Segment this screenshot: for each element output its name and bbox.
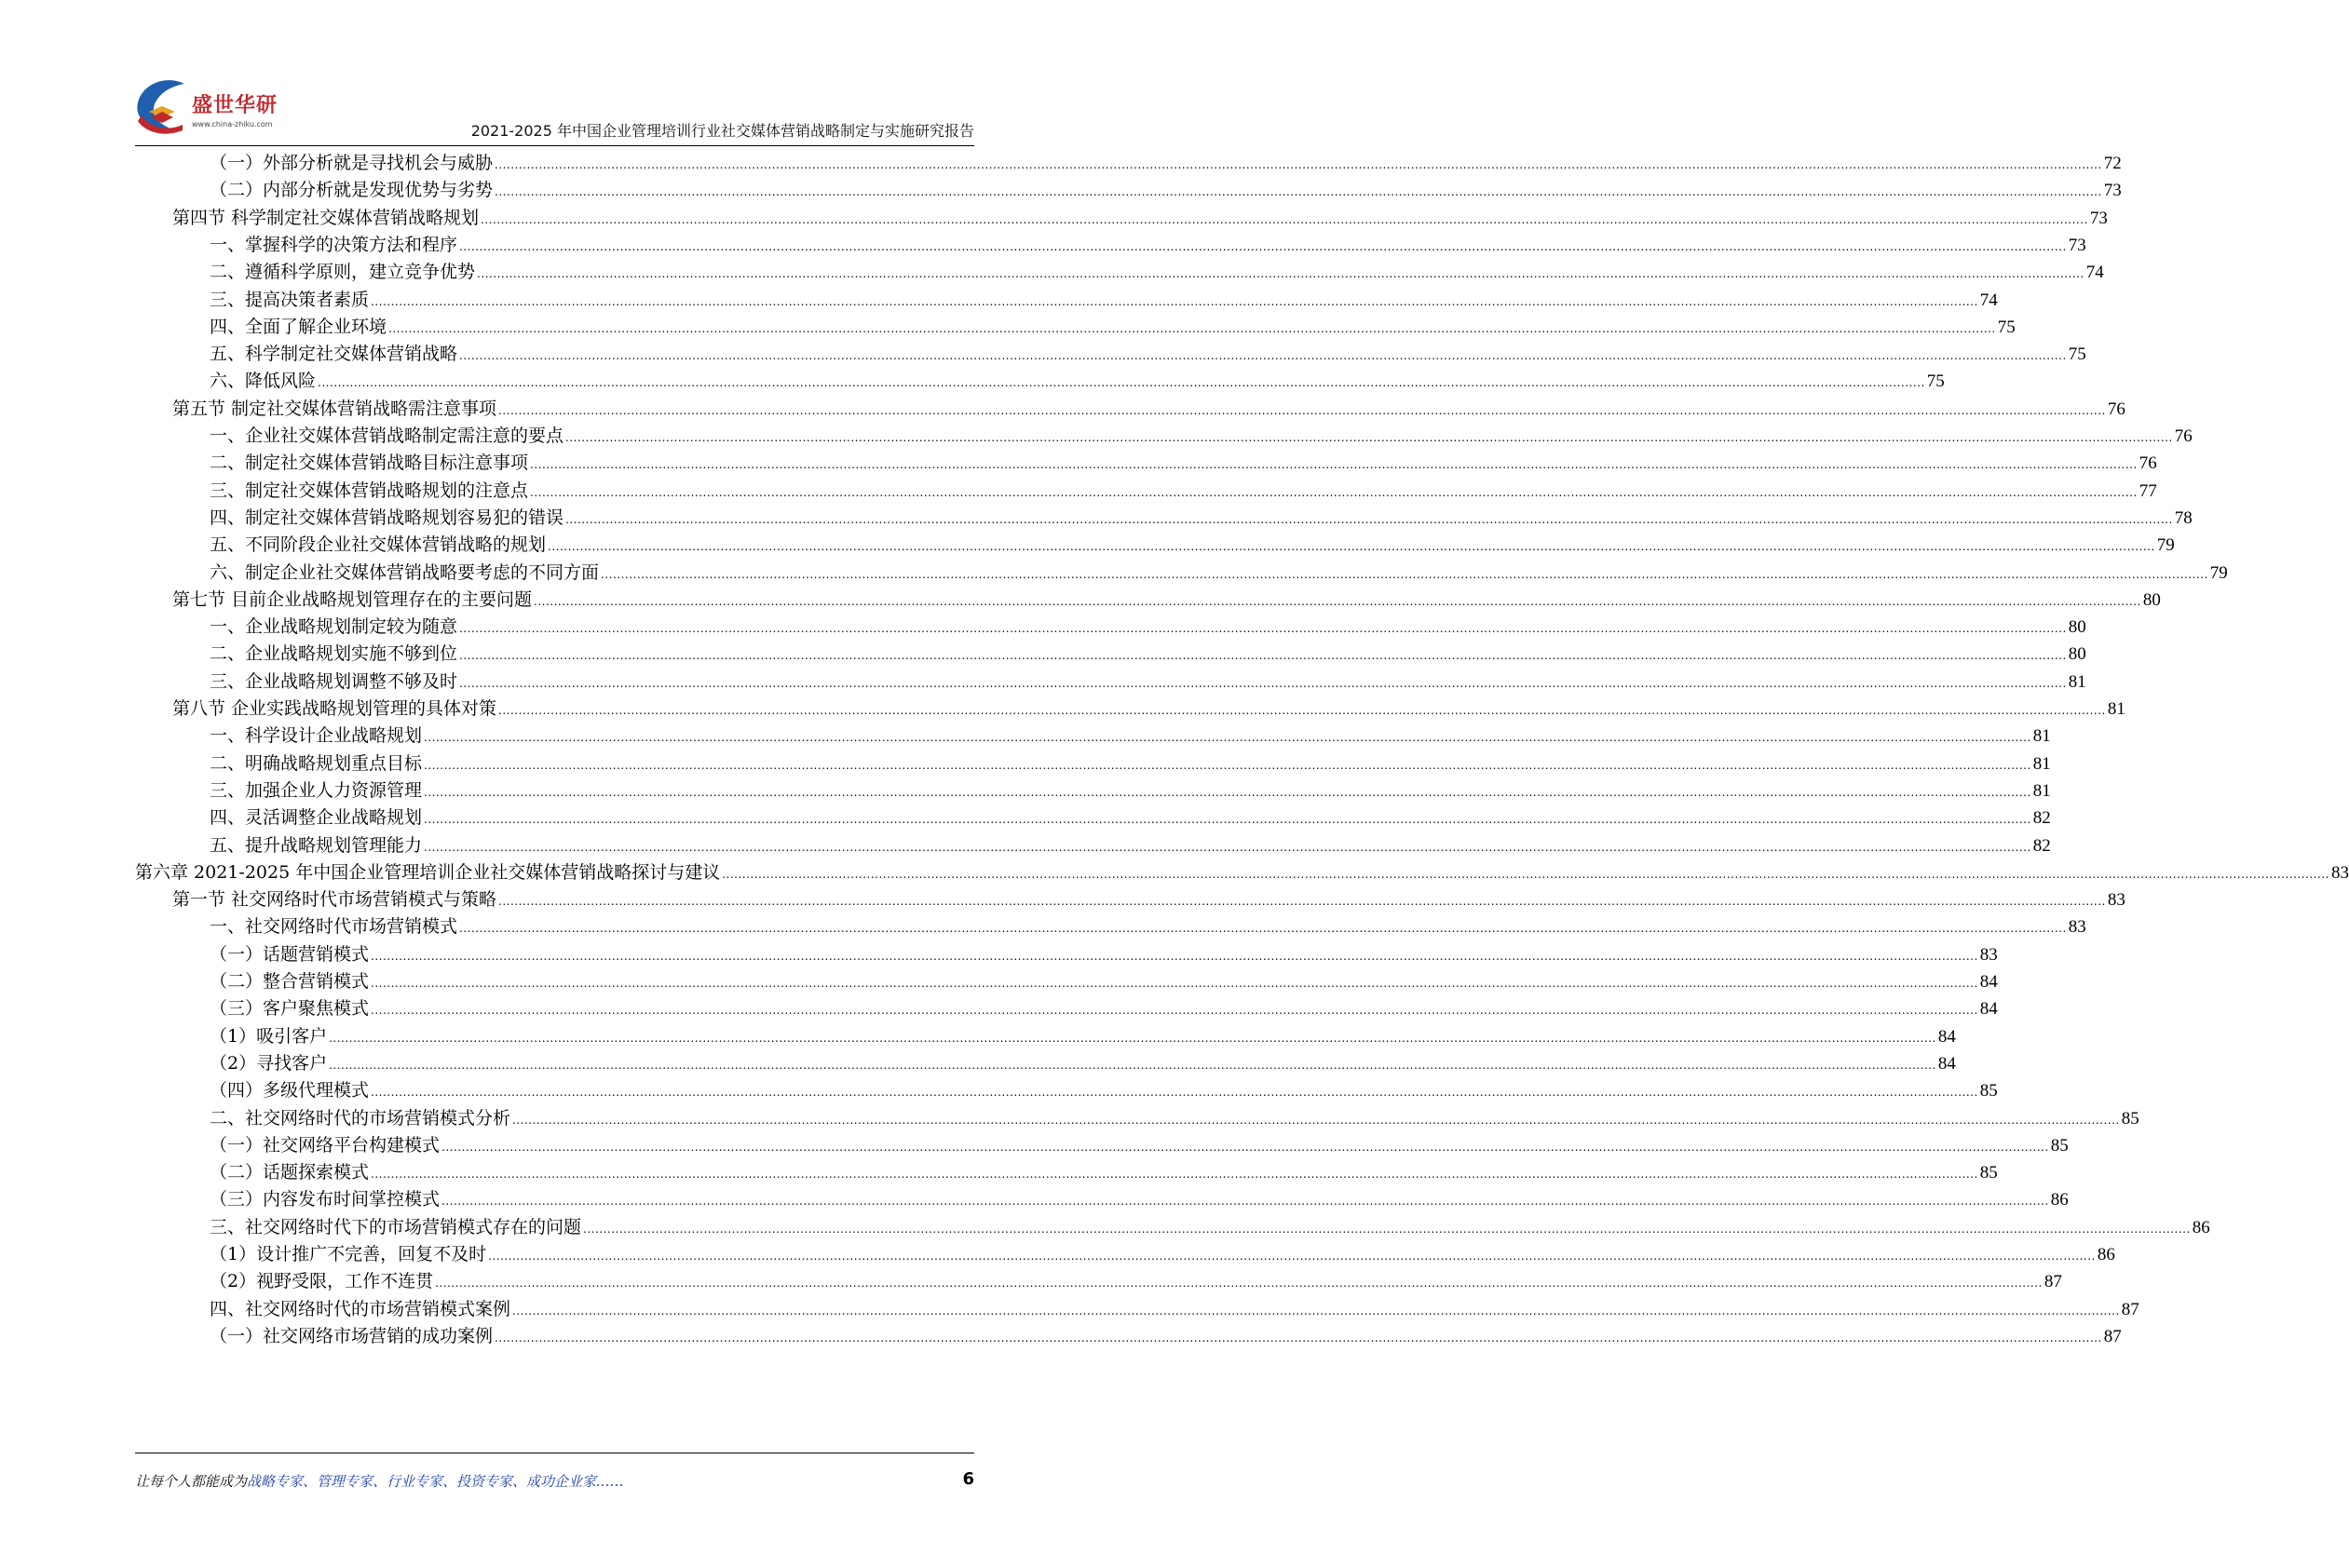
toc-leader-dots: ................................................................................................................................................................................................................................................................................................................................................................................................................ [459, 649, 2067, 663]
toc-entry-title: （2）寻找客户 [210, 1052, 328, 1074]
toc-entry-title: 一、企业战略规划制定较为随意 [210, 616, 458, 638]
toc-entry-title: 第一节 社交网络时代市场营销模式与策略 [172, 889, 497, 911]
toc-leader-dots: ................................................................................................................................................................................................................................................................................................................................................................................................................ [530, 458, 2138, 472]
toc-entry-title: 第六章 2021-2025 年中国企业管理培训企业社交媒体营销战略探讨与建议 [135, 861, 721, 883]
toc-entry[interactable] [210, 149, 2122, 177]
toc-leader-dots: ................................................................................................................................................................................................................................................................................................................................................................................................................ [441, 1140, 2049, 1154]
toc-entry[interactable] [210, 176, 2122, 204]
toc-leader-dots: ................................................................................................................................................................................................................................................................................................................................................................................................................ [498, 704, 2106, 717]
toc-entry-title: 六、制定企业社交媒体营销战略要考虑的不同方面 [210, 561, 600, 583]
toc-entry[interactable] [210, 258, 2104, 286]
toc-entry-title: （1）设计推广不完善，回复不及时 [210, 1244, 487, 1264]
toc-leader-dots: ................................................................................................................................................................................................................................................................................................................................................................................................................ [495, 185, 2102, 199]
toc-entry-title: （1）吸引客户 [210, 1025, 328, 1047]
toc-entry-page: 84 [1937, 1053, 1956, 1074]
page-header [0, 0, 1109, 149]
toc-entry[interactable] [210, 231, 2086, 259]
toc-entry[interactable] [210, 531, 2175, 559]
toc-leader-dots: ................................................................................................................................................................................................................................................................................................................................................................................................................ [424, 785, 2031, 799]
toc-leader-dots: ................................................................................................................................................................................................................................................................................................................................................................................................................ [565, 512, 2173, 526]
toc-entry[interactable] [210, 1213, 2210, 1241]
toc-entry[interactable] [210, 940, 1998, 968]
toc-entry-page: 80 [2068, 644, 2086, 665]
toc-entry[interactable] [172, 695, 2125, 723]
toc-leader-dots: ................................................................................................................................................................................................................................................................................................................................................................................................................ [488, 1250, 2096, 1263]
toc-entry-title: 五、提升战略规划管理能力 [210, 834, 423, 856]
toc-entry-title: （三）内容发布时间掌控模式 [210, 1189, 441, 1210]
toc-entry-page: 81 [2032, 780, 2051, 801]
toc-entry-title: 三、提高决策者素质 [210, 289, 370, 310]
toc-entry[interactable] [210, 367, 1945, 395]
toc-leader-dots: ................................................................................................................................................................................................................................................................................................................................................................................................................ [371, 949, 1978, 963]
toc-entry[interactable] [210, 449, 2157, 477]
toc-leader-dots: ................................................................................................................................................................................................................................................................................................................................................................................................................ [495, 158, 2102, 171]
toc-entry-page: 72 [2103, 154, 2122, 173]
toc-entry[interactable] [210, 967, 1998, 995]
toc-entry-title: （一）社交网络平台构建模式 [210, 1134, 441, 1156]
toc-entry[interactable] [210, 1240, 2115, 1268]
toc-leader-dots: ................................................................................................................................................................................................................................................................................................................................................................................................................ [424, 758, 2031, 772]
toc-entry[interactable] [210, 1022, 1956, 1050]
toc-entry[interactable] [210, 804, 2051, 831]
toc-entry-page: 73 [2068, 235, 2086, 255]
toc-entry-page: 86 [2192, 1217, 2210, 1237]
toc-leader-dots: ................................................................................................................................................................................................................................................................................................................................................................................................................ [441, 1195, 2049, 1209]
report-title: 2021-2025 年中国企业管理培训行业社交媒体营销战略制定与实施研究报告 [470, 122, 974, 140]
toc-entry-page: 85 [2050, 1135, 2069, 1156]
toc-entry[interactable] [210, 1104, 2139, 1132]
toc-entry-page: 76 [2174, 426, 2193, 446]
toc-entry-page: 79 [2209, 562, 2228, 583]
toc-entry-title: （二）话题探索模式 [210, 1162, 370, 1183]
toc-leader-dots: ................................................................................................................................................................................................................................................................................................................................................................................................................ [512, 1304, 2120, 1318]
toc-entry[interactable] [210, 613, 2086, 641]
toc-leader-dots: ................................................................................................................................................................................................................................................................................................................................................................................................................ [722, 867, 2329, 881]
toc-entry-title: 四、制定社交媒体营销战略规划容易犯的错误 [210, 507, 564, 528]
toc-leader-dots: ................................................................................................................................................................................................................................................................................................................................................................................................................ [548, 540, 2155, 554]
toc-entry-title: （一）社交网络市场营销的成功案例 [210, 1325, 494, 1346]
toc-leader-dots: ................................................................................................................................................................................................................................................................................................................................................................................................................ [435, 1277, 2043, 1291]
logo-url: www.china-zhiku.com [192, 120, 273, 128]
toc-leader-dots: ................................................................................................................................................................................................................................................................................................................................................................................................................ [534, 594, 2141, 608]
toc-entry[interactable] [210, 1267, 2062, 1295]
toc-entry-page: 82 [2032, 835, 2051, 856]
toc-entry-page: 81 [2032, 726, 2051, 747]
toc-entry-title: 二、企业战略规划实施不够到位 [210, 643, 458, 665]
toc-entry[interactable] [210, 1295, 2139, 1323]
toc-entry-page: 74 [1979, 290, 1998, 310]
toc-entry[interactable] [210, 640, 2086, 668]
toc-entry[interactable] [210, 1322, 2122, 1350]
toc-entry-page: 82 [2032, 808, 2051, 829]
toc-entry-page: 87 [2043, 1272, 2062, 1292]
page-number: 6 [962, 1469, 974, 1489]
toc-entry-page: 73 [2089, 208, 2108, 228]
toc-leader-dots: ................................................................................................................................................................................................................................................................................................................................................................................................................ [565, 431, 2173, 444]
toc-entry-page: 81 [2107, 699, 2125, 719]
footer-prefix: 让每个人都能成为 [135, 1473, 248, 1490]
toc-entry-page: 74 [2085, 263, 2104, 283]
toc-entry-title: （二）内部分析就是发现优势与劣势 [210, 180, 494, 201]
toc-entry-page: 85 [1979, 1163, 1998, 1183]
toc-entry-title: （二）整合营销模式 [210, 971, 370, 992]
toc-leader-dots: ................................................................................................................................................................................................................................................................................................................................................................................................................ [498, 895, 2106, 909]
toc-entry-title: 二、社交网络时代的市场营销模式分析 [210, 1107, 511, 1129]
toc-leader-dots: ................................................................................................................................................................................................................................................................................................................................................................................................................ [371, 1168, 1978, 1182]
toc-entry-title: 二、遵循科学原则，建立竞争优势 [210, 262, 476, 283]
toc-entry-title: 一、社交网络时代市场营销模式 [210, 916, 458, 938]
toc-entry-title: 一、企业社交媒体营销战略制定需注意的要点 [210, 426, 564, 446]
toc-entry-title: 四、灵活调整企业战略规划 [210, 807, 423, 829]
toc-entry[interactable] [210, 340, 2086, 368]
toc-leader-dots: ................................................................................................................................................................................................................................................................................................................................................................................................................ [459, 349, 2067, 363]
toc-entry-page: 80 [2068, 617, 2086, 638]
header-divider [135, 145, 974, 146]
toc-leader-dots: ................................................................................................................................................................................................................................................................................................................................................................................................................ [530, 485, 2138, 499]
toc-entry[interactable] [210, 1049, 1956, 1077]
toc-entry-page: 87 [2121, 1299, 2139, 1319]
toc-entry-page: 86 [2050, 1190, 2069, 1210]
toc-entry-title: 二、明确战略规划重点目标 [210, 752, 423, 774]
toc-leader-dots: ................................................................................................................................................................................................................................................................................................................................................................................................................ [424, 813, 2031, 827]
toc-entry[interactable] [210, 422, 2193, 450]
toc-entry-title: 四、全面了解企业环境 [210, 316, 387, 337]
toc-entry[interactable] [210, 1185, 2069, 1213]
toc-entry-page: 84 [1979, 972, 1998, 992]
toc-entry-page: 76 [2107, 399, 2125, 419]
toc-entry-title: 一、掌握科学的决策方法和程序 [210, 234, 458, 255]
toc-entry-page: 79 [2156, 535, 2175, 556]
toc-leader-dots: ................................................................................................................................................................................................................................................................................................................................................................................................................ [371, 977, 1978, 990]
toc-entry-title: 二、制定社交媒体营销战略目标注意事项 [210, 453, 529, 474]
toc-entry[interactable] [210, 1131, 2069, 1159]
toc-entry-page: 86 [2097, 1245, 2115, 1264]
toc-leader-dots: ................................................................................................................................................................................................................................................................................................................................................................................................................ [459, 239, 2067, 253]
toc-entry-title: （2）视野受限，工作不连贯 [210, 1271, 434, 1292]
toc-entry[interactable] [210, 559, 2228, 587]
toc-entry[interactable] [210, 668, 2086, 696]
toc-entry-title: 六、降低风险 [210, 371, 317, 392]
toc-leader-dots: ................................................................................................................................................................................................................................................................................................................................................................................................................ [498, 403, 2106, 417]
toc-entry-page: 81 [2032, 753, 2051, 774]
toc-entry-title: 四、社交网络时代的市场营销模式案例 [210, 1298, 511, 1319]
toc-leader-dots: ................................................................................................................................................................................................................................................................................................................................................................................................................ [459, 676, 2067, 690]
toc-entry-page: 84 [1937, 1026, 1956, 1047]
toc-entry-page: 83 [2107, 890, 2125, 911]
toc-entry[interactable] [210, 994, 1998, 1022]
toc-entry-page: 83 [2068, 917, 2086, 938]
toc-leader-dots: ................................................................................................................................................................................................................................................................................................................................................................................................................ [601, 567, 2208, 581]
toc-entry-page: 84 [1979, 999, 1998, 1020]
toc-entry[interactable] [210, 313, 2016, 341]
toc-leader-dots: ................................................................................................................................................................................................................................................................................................................................................................................................................ [424, 731, 2031, 745]
toc-leader-dots: ................................................................................................................................................................................................................................................................................................................................................................................................................ [329, 1031, 1936, 1045]
toc-entry[interactable] [172, 204, 2108, 232]
toc-entry-page: 83 [1979, 944, 1998, 965]
toc-entry-page: 85 [1979, 1081, 1998, 1102]
toc-entry-title: （一）话题营销模式 [210, 943, 370, 965]
toc-entry-title: （三）客户聚焦模式 [210, 998, 370, 1020]
toc-leader-dots: ................................................................................................................................................................................................................................................................................................................................................................................................................ [481, 212, 2088, 226]
toc-entry-title: 第五节 制定社交媒体营销战略需注意事项 [172, 398, 497, 419]
toc-leader-dots: ................................................................................................................................................................................................................................................................................................................................................................................................................ [371, 1004, 1978, 1018]
footer-slogan [135, 1471, 624, 1491]
toc-entry[interactable] [210, 722, 2051, 750]
toc-entry-page: 87 [2103, 1326, 2122, 1346]
toc-leader-dots: ................................................................................................................................................................................................................................................................................................................................................................................................................ [583, 1222, 2191, 1236]
toc-entry-title: （四）多级代理模式 [210, 1080, 370, 1102]
footer-highlight: 战略专家、管理专家、行业专家、投资专家、成功企业家…… [247, 1473, 625, 1490]
toc-entry-page: 81 [2068, 671, 2086, 692]
toc-entry-page: 83 [2331, 862, 2349, 883]
toc-entry[interactable] [210, 504, 2193, 532]
toc-entry-title: 三、加强企业人力资源管理 [210, 779, 423, 801]
toc-leader-dots: ................................................................................................................................................................................................................................................................................................................................................................................................................ [371, 1086, 1978, 1100]
toc-entry-page: 78 [2174, 507, 2193, 528]
toc-entry-title: 一、科学设计企业战略规划 [210, 725, 423, 747]
toc-entry[interactable] [210, 286, 1998, 314]
toc-entry-page: 80 [2142, 589, 2161, 610]
toc-leader-dots: ................................................................................................................................................................................................................................................................................................................................................................................................................ [477, 267, 2084, 281]
toc-entry-page: 75 [2068, 345, 2086, 365]
toc-entry[interactable] [172, 885, 2125, 913]
toc-entry-title: 三、企业战略规划调整不够及时 [210, 670, 458, 692]
toc-entry-title: 五、科学制定社交媒体营销战略 [210, 344, 458, 365]
toc-entry[interactable] [135, 858, 2349, 886]
toc-entry-title: 三、社交网络时代下的市场营销模式存在的问题 [210, 1216, 582, 1237]
toc-entry-page: 73 [2103, 181, 2122, 201]
toc-entry-title: 第八节 企业实践战略规划管理的具体对策 [172, 698, 497, 719]
toc-leader-dots: ................................................................................................................................................................................................................................................................................................................................................................................................................ [329, 1058, 1936, 1072]
toc-leader-dots: ................................................................................................................................................................................................................................................................................................................................................................................................................ [371, 294, 1978, 308]
toc-entry-page: 76 [2139, 453, 2157, 474]
toc-entry[interactable] [210, 477, 2157, 505]
toc-entry[interactable] [172, 395, 2125, 423]
toc-entry[interactable] [210, 750, 2051, 777]
toc-leader-dots: ................................................................................................................................................................................................................................................................................................................................................................................................................ [424, 840, 2031, 854]
toc-entry[interactable] [172, 586, 2161, 614]
toc-entry-page: 75 [1926, 372, 1945, 392]
toc-entry-title: 第七节 目前企业战略规划管理存在的主要问题 [172, 588, 533, 610]
toc-leader-dots: ................................................................................................................................................................................................................................................................................................................................................................................................................ [318, 376, 1925, 390]
toc-entry-title: 第四节 科学制定社交媒体营销战略规划 [172, 207, 480, 228]
toc-entry[interactable] [210, 1076, 1998, 1104]
toc-entry-title: （一）外部分析就是寻找机会与威胁 [210, 153, 494, 173]
toc-entry-title: 五、不同阶段企业社交媒体营销战略的规划 [210, 534, 547, 556]
toc-entry-title: 三、制定社交媒体营销战略规划的注意点 [210, 480, 529, 501]
toc-leader-dots: ................................................................................................................................................................................................................................................................................................................................................................................................................ [512, 1113, 2120, 1127]
toc-leader-dots: ................................................................................................................................................................................................................................................................................................................................................................................................................ [459, 922, 2067, 936]
toc-entry[interactable] [210, 912, 2086, 940]
logo-text: 盛世华研 [192, 94, 278, 117]
toc-leader-dots: ................................................................................................................................................................................................................................................................................................................................................................................................................ [388, 321, 1996, 335]
toc-entry[interactable] [210, 831, 2051, 859]
toc-leader-dots: ................................................................................................................................................................................................................................................................................................................................................................................................................ [495, 1331, 2102, 1345]
toc-entry[interactable] [210, 777, 2051, 804]
toc-entry-page: 77 [2139, 480, 2157, 501]
toc-entry[interactable] [210, 1158, 1998, 1186]
toc-entry-page: 75 [1997, 317, 2016, 337]
toc-leader-dots: ................................................................................................................................................................................................................................................................................................................................................................................................................ [459, 622, 2067, 636]
toc-entry-page: 85 [2121, 1108, 2139, 1129]
